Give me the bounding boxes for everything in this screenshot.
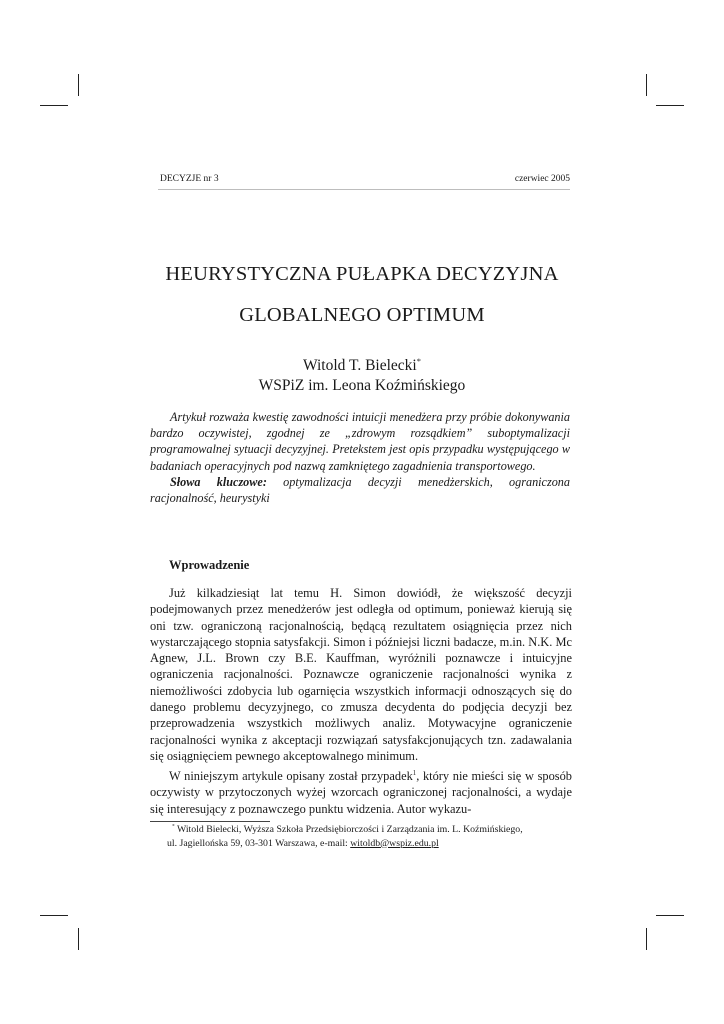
paragraph-2-after: , który nie mieści się w sposób oczywisty w przytoczonych wyżej wzorcach ograniczonej racjonalności, a wydaje się interesujący z poznawczego punktu widzenia. Autor wykazu- (150, 769, 572, 816)
footnote-affiliation: Witold Bielecki, Wyższa Szkoła Przedsiębiorczości i Zarządzania im. L. Koźmińskiego, (174, 824, 523, 835)
crop-mark-top-right-horizontal (656, 105, 684, 106)
header-rule (158, 189, 570, 190)
crop-mark-top-right-vertical (646, 74, 647, 96)
footnote-line-2 (150, 837, 580, 851)
abstract (150, 409, 570, 506)
keywords-label: Słowa kluczowe: (170, 474, 267, 489)
keywords (150, 474, 570, 506)
footnote-address: ul. Jagiellońska 59, 03-301 Warszawa, e-mail: (167, 837, 351, 849)
footnote-email-link[interactable]: witoldb@wspiz.edu.pl (350, 837, 439, 849)
crop-mark-bottom-left-horizontal (40, 915, 68, 916)
crop-mark-top-left-vertical (78, 74, 79, 96)
footnote-rule (150, 821, 270, 822)
body-paragraph-2 (150, 768, 572, 817)
author-name (120, 357, 604, 375)
issue-date: czerwiec 2005 (514, 174, 570, 184)
paragraph-2-before: W niniejszym artykule opisany został przypadek (169, 769, 413, 783)
crop-mark-bottom-left-vertical (78, 928, 79, 950)
article-title-line1: HEURYSTYCZNA PUŁAPKA DECYZYJNA (165, 263, 559, 285)
crop-mark-bottom-right-horizontal (656, 915, 684, 916)
section-heading: Wprowadzenie (169, 558, 250, 572)
author-footnote-mark: * (416, 355, 421, 366)
footnote-mark: * (172, 823, 175, 830)
author-affiliation: WSPiZ im. Leona Koźmińskiego (258, 377, 466, 394)
journal-issue: DECYZJE nr 3 (160, 174, 219, 184)
footnote-line-1 (150, 823, 580, 837)
footnote (150, 823, 580, 850)
paragraph-2-text (150, 768, 572, 817)
article-title-line2: GLOBALNEGO OPTIMUM (239, 304, 485, 326)
author-name-text: Witold T. Bielecki (302, 357, 417, 374)
paragraph-1-text: Już kilkadziesiąt lat temu H. Simon dowiódł, że większość decyzji podejmowanych przez menedżerów jest odległa od optimum, ponieważ kierują się oni tzw. ograniczoną racjonalnością, będącą rezultatem osiągnięcia przez nich wystarczającego stopnia satysfakcji. Simon i późniejsi liczni badacze, m.in. N.K. Mc Agnew, J.L. Brown czy B.E. Kauffman, wyróżnili poznawcze i intuicyjne ograniczenia racjonalności. Poznawcze ograniczenie racjonalności wynika z niemożliwości zdobycia lub ogarnięcia wszystkich informacji odnoszących się do danego problemu decyzyjnego, co zmusza decydenta do podjęcia decyzji bez przeprowadzenia wszystkich możliwych analiz. Motywacyjne ograniczenie racjonalności wynika z akceptacji rozwiązań satysfakcjonujących tzn. zadawalania się osiągnięciem pewnego akceptowalnego minimum. (150, 586, 572, 763)
footnote-ref-1: 1 (412, 769, 417, 777)
body-paragraph-1 (150, 585, 572, 764)
crop-mark-top-left-horizontal (40, 105, 68, 106)
running-header (160, 174, 570, 184)
abstract-text: Artykuł rozważa kwestię zawodności intuicji menedżera przy próbie dokonywania bardzo oczywistej, zgodnej ze „zdrowym rozsądkiem” suboptymalizacji programowalnej sytuacji decyzyjnej. Pretekstem jest opis przypadku występującego w badaniach operacyjnych pod nazwą zamkniętego zagadnienia transportowego. (150, 410, 570, 473)
crop-mark-bottom-right-vertical (646, 928, 647, 950)
keywords-text: optymalizacja decyzji menedżerskich, ograniczona racjonalność, heurystyki (150, 474, 570, 506)
